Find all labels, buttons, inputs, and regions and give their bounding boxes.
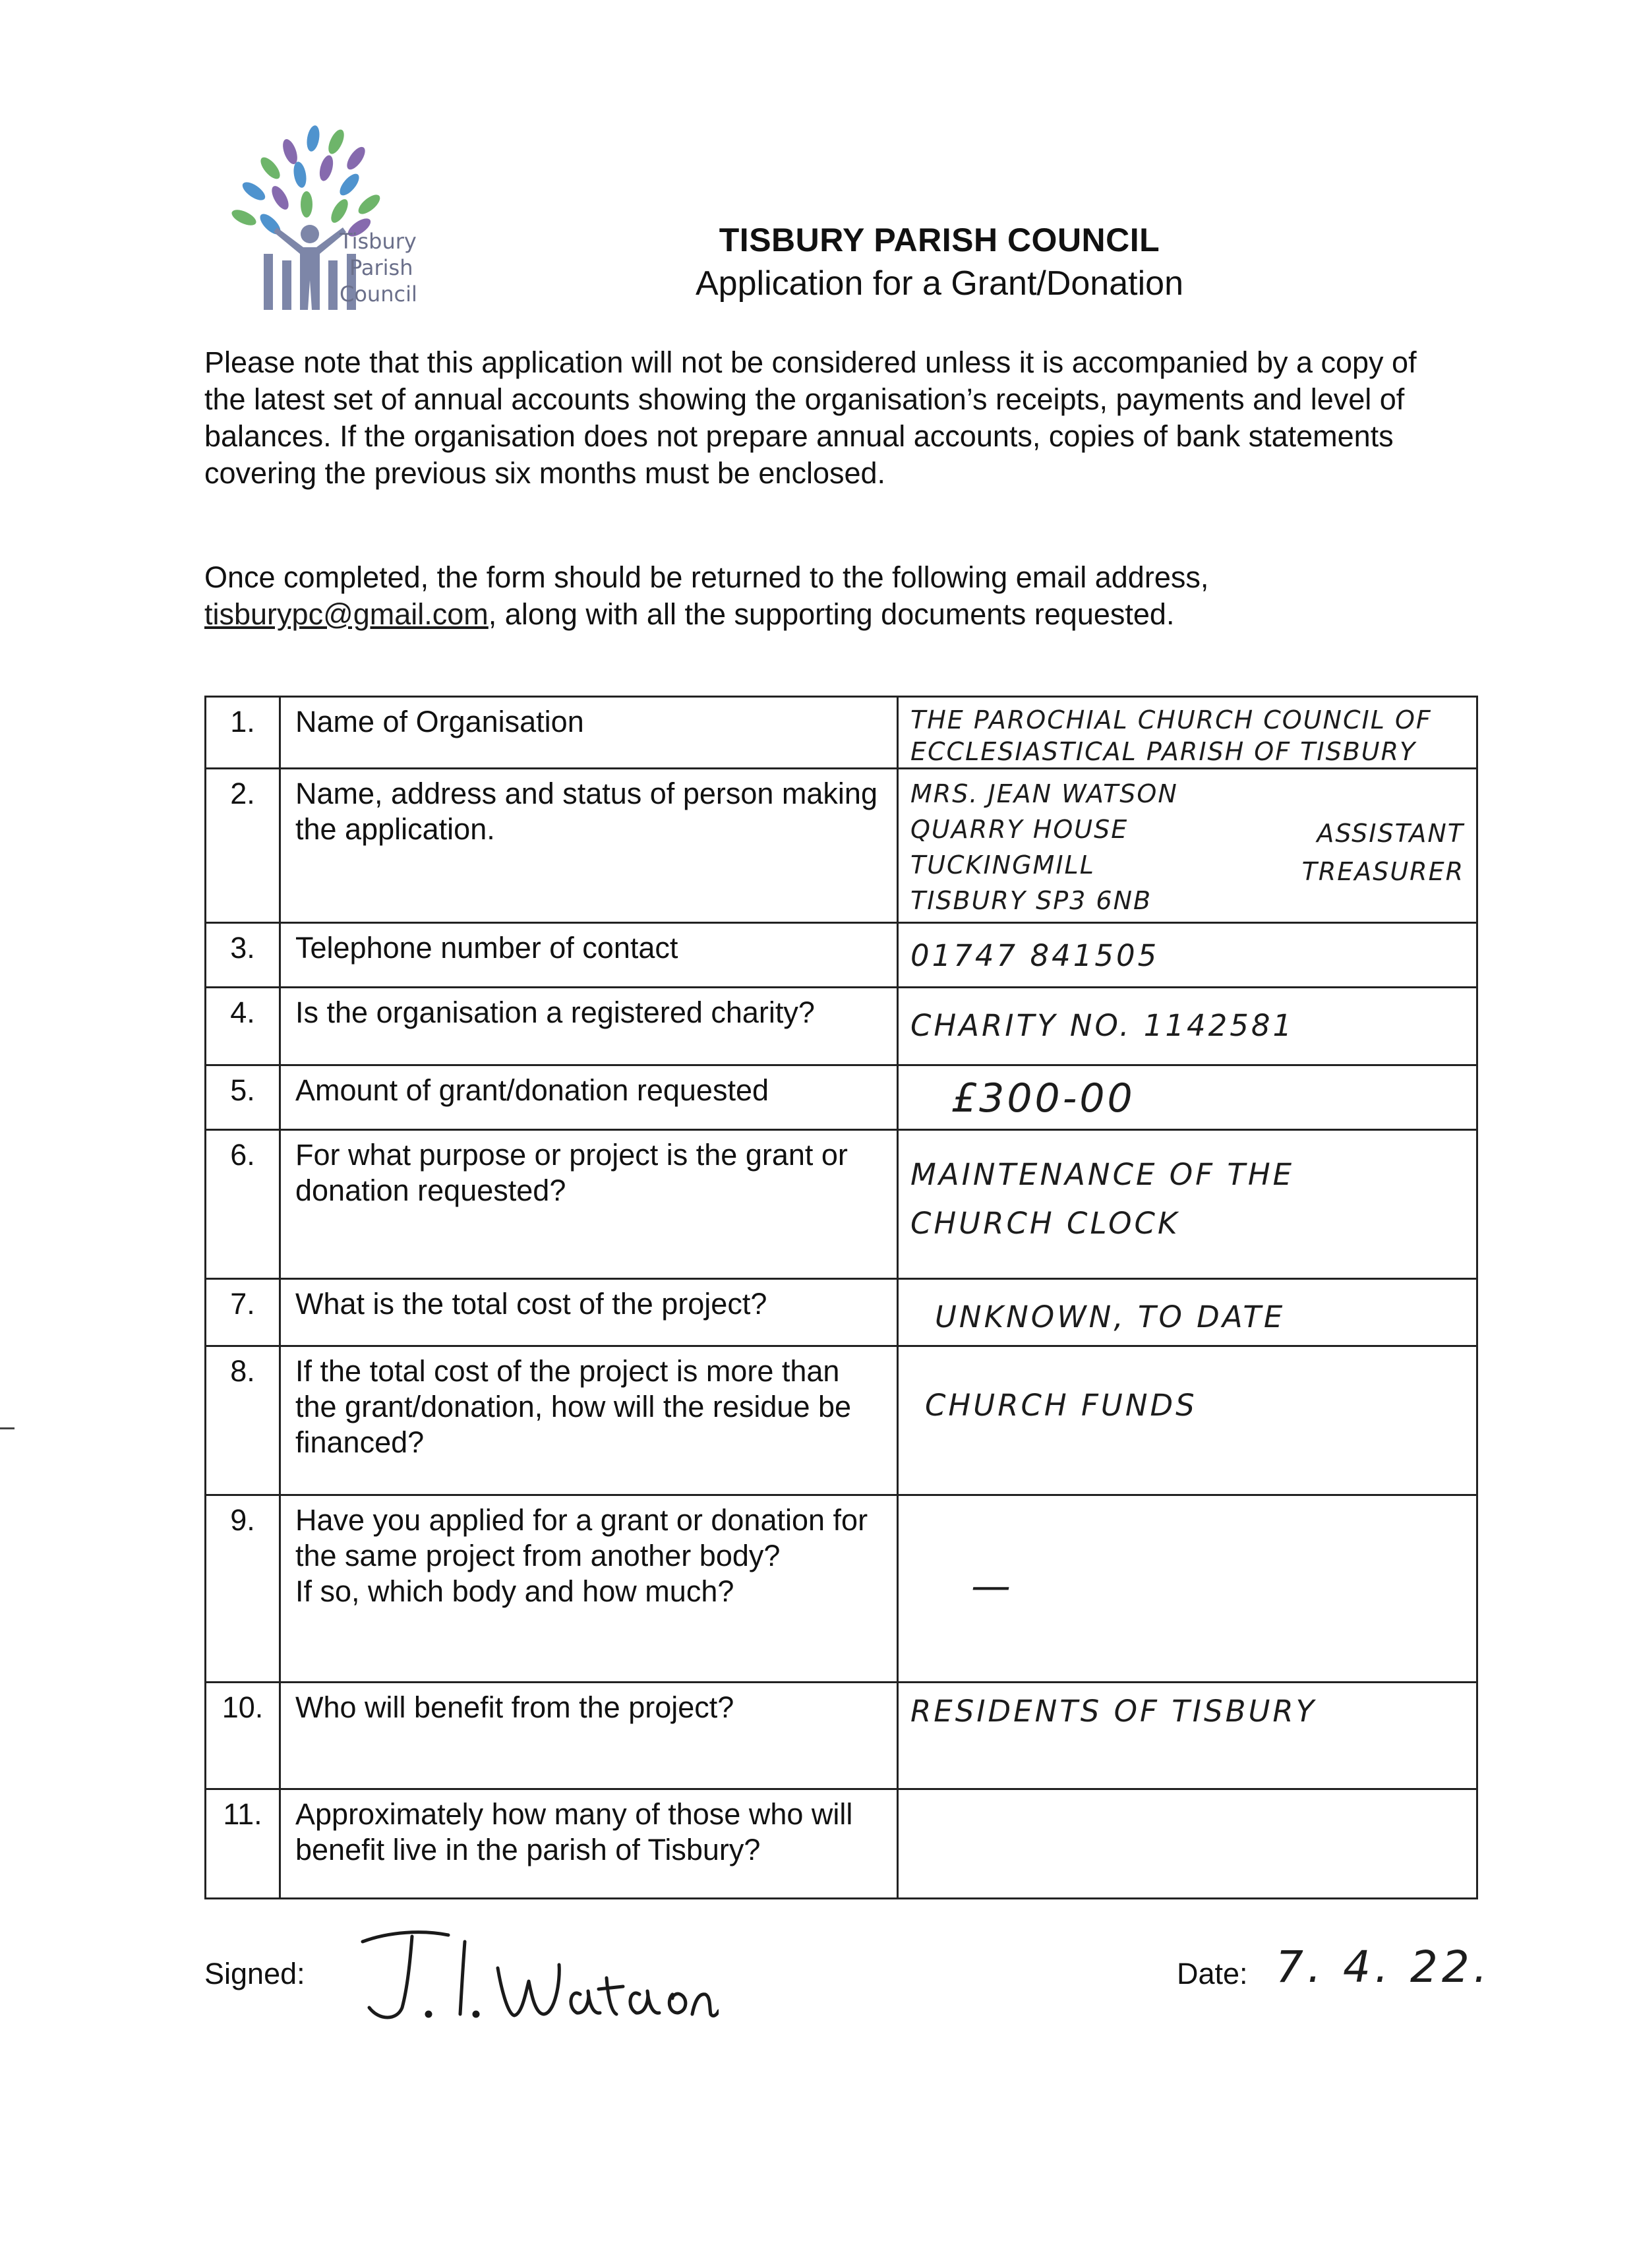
form-row xyxy=(206,1130,1477,1279)
answer-registered-charity[interactable] xyxy=(898,988,1477,1065)
intro-paragraph: Please note that this application will not be considered unless it is accompanied by a copy of the latest set of annual accounts showing the organisation’s receipts, payments and level of balances. If the organisation does not prepare annual accounts, copies of bank statements covering the previous six months must be enclosed. xyxy=(204,345,1417,490)
answer-other-applications[interactable] xyxy=(898,1495,1477,1683)
form-row xyxy=(206,923,1477,988)
date-value: 7. 4. 22. xyxy=(1276,1942,1491,1992)
page-subtitle: Application for a Grant/Donation xyxy=(696,264,1183,303)
role-line: TREASURER xyxy=(1301,857,1464,886)
answer-residue-financing[interactable] xyxy=(898,1346,1477,1495)
answer-line: TISBURY SP3 6NB xyxy=(910,886,1152,915)
question-amount-requested: Amount of grant/donation requested xyxy=(280,1065,898,1130)
question-beneficiaries-in-parish: Approximately how many of those who will benefit live in the parish of Tisbury? xyxy=(280,1789,898,1899)
answer-line: £300-00 xyxy=(951,1075,1135,1121)
return-instructions xyxy=(204,559,1457,633)
logo-text-parish: Parish xyxy=(349,255,413,280)
question-purpose: For what purpose or project is the grant or donation requested? xyxy=(280,1130,898,1279)
form-row xyxy=(206,1279,1477,1346)
form-row xyxy=(206,1683,1477,1789)
question-registered-charity: Is the organisation a registered charity? xyxy=(280,988,898,1065)
answer-beneficiaries[interactable] xyxy=(898,1683,1477,1789)
row-number: 7. xyxy=(206,1279,280,1346)
row-number: 2. xyxy=(206,769,280,923)
signed-label: Signed: xyxy=(204,1957,305,1990)
answer-telephone[interactable] xyxy=(898,923,1477,988)
applicant-role xyxy=(1302,776,1464,891)
form-row xyxy=(206,697,1477,769)
row-number: 1. xyxy=(206,697,280,769)
answer-line: UNKNOWN, TO DATE xyxy=(935,1299,1286,1334)
question-applicant-details: Name, address and status of person making the application. xyxy=(280,769,898,923)
answer-line: THE PAROCHIAL CHURCH COUNCIL OF xyxy=(910,705,1432,734)
answer-line: CHURCH FUNDS xyxy=(925,1388,1197,1423)
logo-text-council: Council xyxy=(340,282,417,307)
question-other-applications: Have you applied for a grant or donation for the same project from another body? If so, which body and how much? xyxy=(280,1495,898,1683)
form-row xyxy=(206,988,1477,1065)
answer-line: ECCLESIASTICAL PARISH OF TISBURY xyxy=(910,737,1417,766)
row-number: 6. xyxy=(206,1130,280,1279)
question-total-cost: What is the total cost of the project? xyxy=(280,1279,898,1346)
date-label: Date: xyxy=(1177,1957,1248,1990)
form-row xyxy=(206,1346,1477,1495)
return-instructions-suffix: , along with all the supporting documents requested. xyxy=(488,597,1175,631)
answer-applicant-details[interactable] xyxy=(898,769,1477,923)
answer-name-of-organisation[interactable] xyxy=(898,697,1477,769)
handwritten-signature xyxy=(349,1915,719,2027)
answer-line: CHARITY NO. 1142581 xyxy=(910,1008,1295,1043)
row-number: 10. xyxy=(206,1683,280,1789)
row-number: 9. xyxy=(206,1495,280,1683)
signature-icon xyxy=(349,1915,719,2027)
row-number: 3. xyxy=(206,923,280,988)
council-logo xyxy=(191,112,455,323)
answer-amount-requested[interactable] xyxy=(898,1065,1477,1130)
answer-purpose[interactable] xyxy=(898,1130,1477,1279)
answer-line: CHURCH CLOCK xyxy=(910,1206,1180,1241)
answer-line: MAINTENANCE OF THE xyxy=(910,1157,1295,1192)
role-line: ASSISTANT xyxy=(1317,819,1464,848)
margin-mark xyxy=(0,1427,15,1429)
answer-line: MRS. JEAN WATSON xyxy=(910,779,1178,808)
application-form-table xyxy=(204,696,1478,1899)
answer-beneficiaries-in-parish[interactable] xyxy=(898,1789,1477,1899)
question-name-of-organisation: Name of Organisation xyxy=(280,697,898,769)
question-residue-financing: If the total cost of the project is more than the grant/donation, how will the residue be financed? xyxy=(280,1346,898,1495)
answer-line: TUCKINGMILL xyxy=(910,850,1095,880)
logo-text-tisbury: Tisbury xyxy=(340,229,417,254)
row-number: 5. xyxy=(206,1065,280,1130)
form-row xyxy=(206,1065,1477,1130)
form-row xyxy=(206,1789,1477,1899)
row-number: 11. xyxy=(206,1789,280,1899)
page-title: TISBURY PARISH COUNCIL xyxy=(719,222,1160,258)
form-row xyxy=(206,769,1477,923)
question-beneficiaries: Who will benefit from the project? xyxy=(280,1683,898,1789)
answer-total-cost[interactable] xyxy=(898,1279,1477,1346)
email-link[interactable]: tisburypc@gmail.com xyxy=(204,597,489,631)
row-number: 4. xyxy=(206,988,280,1065)
answer-line: — xyxy=(971,1563,1013,1609)
row-number: 8. xyxy=(206,1346,280,1495)
answer-line: 01747 841505 xyxy=(910,938,1160,973)
form-row xyxy=(206,1495,1477,1683)
answer-line: RESIDENTS OF TISBURY xyxy=(910,1694,1317,1729)
return-instructions-prefix: Once completed, the form should be returned to the following email address, xyxy=(204,560,1209,594)
question-telephone: Telephone number of contact xyxy=(280,923,898,988)
answer-line: QUARRY HOUSE xyxy=(910,815,1129,844)
